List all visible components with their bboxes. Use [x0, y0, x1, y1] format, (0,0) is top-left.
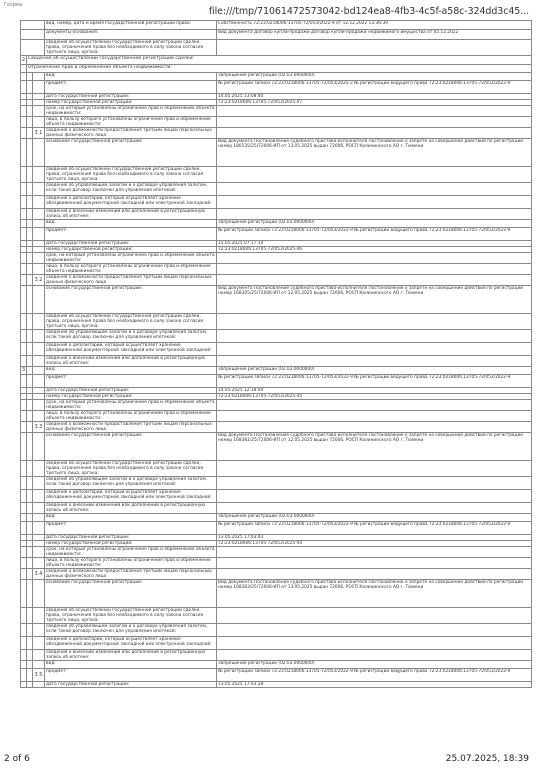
table-row: [21, 503, 532, 514]
field-label: сведения об осуществлении государственной регистрации сделки, права, ограничения права без необходимого в силу закона согласия третьего лица, органа:: [45, 167, 217, 183]
field-value: 13.05.2025 17:03:28: [217, 682, 532, 688]
field-label: номер государственной регистрации:: [45, 394, 217, 400]
table-row: [21, 547, 532, 558]
field-label: сведения о депозитарии, который осуществляет хранение обездвиженной документарной закладной или электронной закладной:: [45, 196, 217, 209]
row-value: Собственность 72:23:0218006:13705-72/053/2022-9 от 12.12.2022 13:36:39: [217, 21, 532, 30]
group-number: 3: [22, 368, 26, 373]
table-row: [21, 139, 532, 167]
empty-cell: [33, 196, 45, 209]
empty-cell: [33, 330, 45, 343]
empty-cell: [33, 81, 45, 94]
field-value: [217, 275, 532, 286]
table-row: [21, 522, 532, 535]
field-value: 15.05.2025 07:17:14: [217, 241, 532, 247]
field-label: срок, на который установлены ограничение прав и обременение объекта недвижимости:: [46, 106, 215, 116]
table-row: [21, 400, 532, 411]
empty-cell: [33, 624, 45, 637]
table-row: [21, 367, 532, 375]
field-label: номер государственной регистрации:: [45, 541, 217, 547]
table-row: [21, 514, 532, 522]
field-value: [217, 253, 532, 264]
empty-cell: [33, 356, 45, 367]
field-value: [217, 608, 532, 624]
empty-cell: [33, 608, 45, 624]
field-value: [217, 624, 532, 637]
empty-cell: [33, 220, 45, 228]
field-label: сведения об управляющем залогом и о договоре управления залогом, если такой договор заключен для управления ипотекой:: [45, 477, 217, 490]
field-value: № регистрации записи 72:23:0218006:13705-72/053/2022-9 № регистрации ведущего права 72:23:0218006:13705-72/053/2022-9: [217, 522, 532, 535]
table-row: [21, 569, 532, 580]
item-number: 3.4: [33, 569, 45, 580]
file-url[interactable]: file:///tmp/71061472573042-bd124ea8-4fb3-4c5f-a58c-324dd3c45...: [208, 6, 529, 17]
field-label: лицо, в пользу которого установлены ограничение прав и обременение объекта недвижимости:: [45, 117, 217, 128]
field-label: сведения о возможности предоставления третьим лицам персональных данных физического лица: [45, 422, 217, 433]
table-row: [21, 682, 532, 688]
field-value: 14.05.2025 13:08:40: [217, 94, 532, 100]
field-label: вид:: [45, 220, 217, 228]
empty-cell: [33, 343, 45, 356]
row-label: документы-основания:: [45, 30, 217, 40]
field-value: 72:23:0218006:13705-72/053/2025-44: [217, 541, 532, 547]
field-label: сведения об управляющем залогом и о договоре управления залогом, если такой договор заключен для управления ипотекой:: [45, 183, 217, 196]
table-row: [21, 275, 532, 286]
table-row: [21, 30, 532, 40]
egrn-table: [20, 20, 532, 688]
field-value: [217, 637, 532, 650]
table-row: [21, 106, 532, 117]
field-value: 72:23:0218006:13705-72/053/2025-47: [217, 100, 532, 106]
field-label: лицо, в пользу которого установлены ограничение прав и обременение объекта недвижимости:: [45, 264, 217, 275]
empty-cell: [33, 253, 45, 264]
table-row: [21, 477, 532, 490]
field-label: сведения о внесении изменений или дополнений в регистрационную запись об ипотеке:: [45, 650, 217, 661]
table-row: [21, 167, 532, 183]
field-label: сведения о депозитарии, который осуществляет хранение обездвиженной документарной закладной или электронной закладной:: [45, 490, 217, 503]
table-row: [21, 624, 532, 637]
field-value: [217, 356, 532, 367]
field-value: [217, 400, 532, 411]
field-value: 13.05.2025 17:03:43: [217, 535, 532, 541]
field-label: основание государственной регистрации:: [45, 433, 217, 461]
field-label: вид:: [45, 661, 217, 669]
section-number: 2: [22, 57, 26, 63]
field-label: номер государственной регистрации:: [45, 100, 217, 106]
field-value: Вид документа Постановление судебного пристава-исполнителя Постановление о запрете на совершение действий по регистрации номер 168383/25/72006-ИП от 13.05.2025 выдан 72006, РОСП Калининского АО г. Тюмени: [217, 580, 532, 608]
item-number: 3.1: [33, 128, 45, 139]
field-label: срок, на который установлены ограничение прав и обременение объекта недвижимости:: [46, 547, 215, 557]
field-label: предмет:: [45, 228, 217, 241]
field-value: [217, 411, 532, 422]
field-label: вид:: [45, 367, 217, 375]
field-value: № регистрации записи 72:23:0218006:13705-72/053/2022-9 № регистрации ведущего права 72:23:0218006:13705-72/053/2022-9: [217, 375, 532, 388]
empty-cell: [33, 522, 45, 535]
field-value: [217, 314, 532, 330]
field-value: [217, 490, 532, 503]
empty-cell: [33, 73, 45, 81]
empty-cell: [33, 106, 45, 117]
field-value: № регистрации записи 72:23:0218006:13705-72/053/2025-2 № регистрации ведущего права 72:23:0218006:13705-72/053/2022-9: [217, 81, 532, 94]
item-number: 3.5: [33, 669, 45, 682]
empty-cell: [33, 580, 45, 608]
table-row: [21, 314, 532, 330]
table-row: [21, 183, 532, 196]
field-value: Запрещение регистрации (02.03.0000000): [217, 73, 532, 81]
field-label: сведения о депозитарии, который осуществляет хранение обездвиженной документарной закладной или электронной закладной:: [45, 343, 217, 356]
table-row: [21, 422, 532, 433]
empty-cell: [33, 661, 45, 669]
empty-cell: [33, 183, 45, 196]
field-value: Вид документа Постановление судебного пристава-исполнителя Постановление о запрете на совершение действий по регистрации номер 180135/25/72006-ИП от 13.05.2025 выдан 72006, РОСП Калининского АО г. Тюмени: [217, 139, 532, 167]
field-label: сведения об осуществлении государственной регистрации сделки, права, ограничения права без необходимого в силу закона согласия третьего лица, органа:: [45, 314, 217, 330]
field-label: лицо, в пользу которого установлены ограничение прав и обременение объекта недвижимости:: [45, 411, 217, 422]
empty-cell: [33, 477, 45, 490]
table-row: [21, 661, 532, 669]
empty-cell: [33, 286, 45, 314]
empty-cell: [33, 461, 45, 477]
field-value: [217, 477, 532, 490]
empty-cell: [33, 264, 45, 275]
table-row: [21, 356, 532, 367]
field-label: предмет:: [45, 522, 217, 535]
empty-cell: [33, 167, 45, 183]
field-value: [217, 330, 532, 343]
field-value: Запрещение регистрации (02.03.0000000): [217, 367, 532, 375]
field-value: [217, 117, 532, 128]
empty-cell: [33, 650, 45, 661]
field-label: сведения об осуществлении государственной регистрации сделки, права, ограничения права без необходимого в силу закона согласия третьего лица, органа:: [45, 608, 217, 624]
page-counter: 2 of 6: [4, 754, 30, 764]
field-value: Запрещение регистрации (02.03.0000000): [217, 514, 532, 522]
table-row: [21, 73, 532, 81]
field-label: дата государственной регистрации:: [45, 241, 217, 247]
field-value: № регистрации записи 72:23:0218006:13705-72/053/2022-9 № регистрации ведущего права 72:23:0218006:13705-72/053/2022-9: [217, 228, 532, 241]
empty-cell: [33, 503, 45, 514]
field-label: сведения об осуществлении государственной регистрации сделки, права, ограничения права без необходимого в силу закона согласия третьего лица, органа:: [45, 461, 217, 477]
row-label: сведения об осуществлении государственной регистрации сделки, права, ограничения права без необходимого в силу закона согласия третьего лица, органа:: [45, 40, 217, 56]
empty-cell: [33, 209, 45, 220]
field-label: сведения о внесении изменений или дополнений в регистрационную запись об ипотеке:: [45, 503, 217, 514]
table-row: [21, 209, 532, 220]
table-row: [21, 558, 532, 569]
field-label: вид:: [45, 73, 217, 81]
empty-cell: [33, 400, 45, 411]
field-value: 72:23:0218006:13705-72/053/2025-46: [217, 247, 532, 253]
field-value: [217, 106, 532, 117]
table-row: [21, 580, 532, 608]
empty-cell: [33, 367, 45, 375]
field-label: предмет:: [45, 81, 217, 94]
field-label: дата государственной регистрации:: [45, 94, 217, 100]
row-value: [217, 40, 532, 56]
empty-cell: [33, 117, 45, 128]
field-label: срок, на который установлены ограничение прав и обременение объекта недвижимости:: [46, 400, 215, 410]
table-row: [21, 669, 532, 682]
field-value: [217, 461, 532, 477]
field-label: вид:: [45, 514, 217, 522]
field-value: [217, 650, 532, 661]
table-row: [21, 253, 532, 264]
table-row: [21, 128, 532, 139]
field-label: сведения о возможности предоставления третьим лицам персональных данных физического лица: [45, 128, 217, 139]
field-value: [217, 503, 532, 514]
section-title: Сведения об осуществлении государственной регистрации сделки:: [27, 56, 532, 65]
field-label: основание государственной регистрации:: [45, 286, 217, 314]
field-value: [217, 558, 532, 569]
field-label: сведения о возможности предоставления третьим лицам персональных данных физического лица: [45, 275, 217, 286]
table-row: [21, 330, 532, 343]
table-row: [21, 433, 532, 461]
table-row: [21, 411, 532, 422]
empty-cell: [33, 228, 45, 241]
table-row: [21, 637, 532, 650]
field-value: 14.05.2025 12:18:40: [217, 388, 532, 394]
empty-cell: [33, 682, 45, 688]
empty-cell: [33, 490, 45, 503]
field-value: [217, 264, 532, 275]
field-label: лицо, в пользу которого установлены ограничение прав и обременение объекта недвижимости:: [45, 558, 217, 569]
field-value: [217, 547, 532, 558]
field-label: основание государственной регистрации:: [45, 580, 217, 608]
empty-cell: [33, 558, 45, 569]
table-row: [21, 650, 532, 661]
table-row: [21, 264, 532, 275]
item-number: 3.3: [33, 422, 45, 433]
empty-cell: [33, 375, 45, 388]
table-row: [21, 40, 532, 56]
empty-cell: [33, 637, 45, 650]
field-value: [217, 167, 532, 183]
field-label: сведения о внесении изменений или дополнений в регистрационную запись об ипотеке:: [45, 209, 217, 220]
empty-cell: [33, 411, 45, 422]
field-label: основание государственной регистрации:: [45, 139, 217, 167]
table-row: [21, 117, 532, 128]
field-label: сведения о внесении изменений или дополнений в регистрационную запись об ипотеке:: [45, 356, 217, 367]
empty-cell: [33, 514, 45, 522]
field-value: [217, 196, 532, 209]
field-value: Запрещение регистрации (02.03.0000000): [217, 661, 532, 669]
section-2-row: [21, 56, 532, 65]
table-row: [21, 286, 532, 314]
table-row: [21, 608, 532, 624]
field-label: дата государственной регистрации:: [45, 682, 217, 688]
field-label: дата государственной регистрации:: [45, 535, 217, 541]
table-row: [21, 490, 532, 503]
field-value: [217, 569, 532, 580]
field-value: [217, 209, 532, 220]
table-row: [21, 228, 532, 241]
field-value: 72:23:0218006:13705-72/053/2025-45: [217, 394, 532, 400]
field-label: предмет:: [45, 375, 217, 388]
subtitle-row: [21, 65, 532, 73]
print-timestamp: 25.07.2025, 18:39: [445, 754, 529, 764]
table-row: [21, 343, 532, 356]
section-subtitle: Ограничение прав и обременение объекта недвижимости:: [27, 65, 532, 73]
table-row: [21, 81, 532, 94]
field-label: предмет:: [45, 669, 217, 682]
field-value: [217, 343, 532, 356]
corner-label: Госреа: [4, 2, 23, 8]
field-label: сведения об управляющем залогом и о договоре управления залогом, если такой договор заключен для управления ипотекой:: [45, 624, 217, 637]
field-label: сведения об управляющем залогом и о договоре управления залогом, если такой договор заключен для управления ипотекой:: [45, 330, 217, 343]
table-row: [21, 196, 532, 209]
field-label: сведения о депозитарии, который осуществляет хранение обездвиженной документарной закладной или электронной закладной:: [45, 637, 217, 650]
row-value: Вид документа Договор купли-продажи Договор купли-продажи недвижимого имущества от 05.12.2022: [217, 30, 532, 40]
field-value: Вид документа Постановление судебного пристава-исполнителя Постановление о запрете на совершение действий по регистрации номер 168381/25/72006-ИП от 12.05.2025 выдан 72006, РОСП Калининского АО г. Тюмени: [217, 433, 532, 461]
table-row: [21, 375, 532, 388]
table-row: [21, 21, 532, 30]
field-label: сведения о возможности предоставления третьим лицам персональных данных физического лица: [45, 569, 217, 580]
field-label: дата государственной регистрации:: [45, 388, 217, 394]
item-number: 3.2: [33, 275, 45, 286]
table-row: [21, 461, 532, 477]
empty-cell: [33, 433, 45, 461]
field-value: Запрещение регистрации (02.03.0000000): [217, 220, 532, 228]
empty-cell: [33, 139, 45, 167]
field-value: № регистрации записи 72:23:0218006:13705-72/053/2022-9 № регистрации ведущего права 72:23:0218006:13705-72/053/2022-9: [217, 669, 532, 682]
field-label: номер государственной регистрации:: [45, 247, 217, 253]
table-row: [21, 220, 532, 228]
field-label: срок, на который установлены ограничение прав и обременение объекта недвижимости:: [46, 253, 215, 263]
empty-cell: [33, 314, 45, 330]
field-value: [217, 183, 532, 196]
empty-cell: [33, 547, 45, 558]
field-value: Вид документа Постановление судебного пристава-исполнителя Постановление о запрете на совершение действий по регистрации номер 168305/25/72006-ИП от 12.05.2025 выдан 72006, РОСП Калининского АО г. Тюмени: [217, 286, 532, 314]
field-value: [217, 422, 532, 433]
row-label: вид, номер, дата и время государственной регистрации права:: [45, 21, 217, 30]
field-value: [217, 128, 532, 139]
